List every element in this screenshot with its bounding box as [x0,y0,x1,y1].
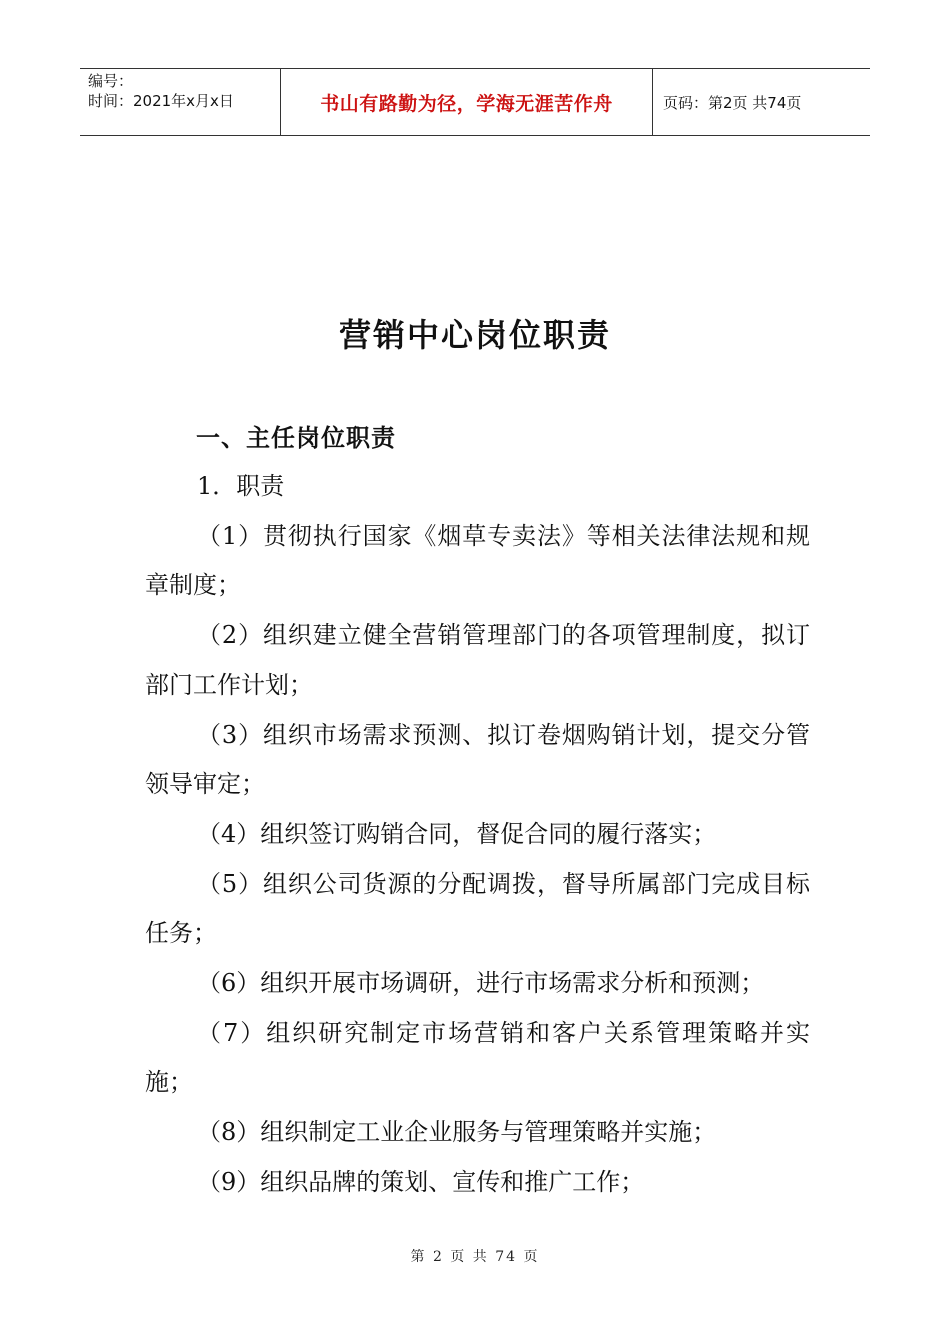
document-body [145,462,810,1208]
section-heading: 一、主任岗位职责 [196,424,396,452]
duty-item-7: （7）组织研究制定市场营销和客户关系管理策略并实施； [145,1018,810,1097]
header-page-info: 页码：第2页 共74页 [663,93,802,112]
duty-item-2: （2）组织建立健全营销管理部门的各项管理制度，拟订部门工作计划； [145,621,810,699]
subsection-heading: 1．职责 [197,472,285,500]
header-meta [80,69,281,135]
header-motto: 书山有路勤为径，学海无涯苦作舟 [281,69,653,135]
duty-item-9: （9）组织品牌的策划、宣传和推广工作； [197,1167,645,1196]
header-time-label: 时间：2021年x月x日 [88,92,234,110]
duty-item-6: （6）组织开展市场调研，进行市场需求分析和预测； [197,969,765,998]
duty-item-8: （8）组织制定工业企业服务与管理策略并实施； [197,1118,717,1147]
page-footer: 第 2 页 共 74 页 [410,1249,540,1265]
header-number-label: 编号： [88,72,134,90]
document-title: 营销中心岗位职责 [338,316,611,354]
duty-item-4: （4）组织签订购销合同，督促合同的履行落实； [197,819,717,848]
duty-item-3: （3）组织市场需求预测、拟订卷烟购销计划，提交分管领导审定； [145,720,810,799]
duty-item-1: （1）贯彻执行国家《烟草专卖法》等相关法律法规和规章制度； [145,521,810,600]
page-header [80,68,870,136]
duty-item-5: （5）组织公司货源的分配调拨，督导所属部门完成目标任务； [145,869,810,948]
